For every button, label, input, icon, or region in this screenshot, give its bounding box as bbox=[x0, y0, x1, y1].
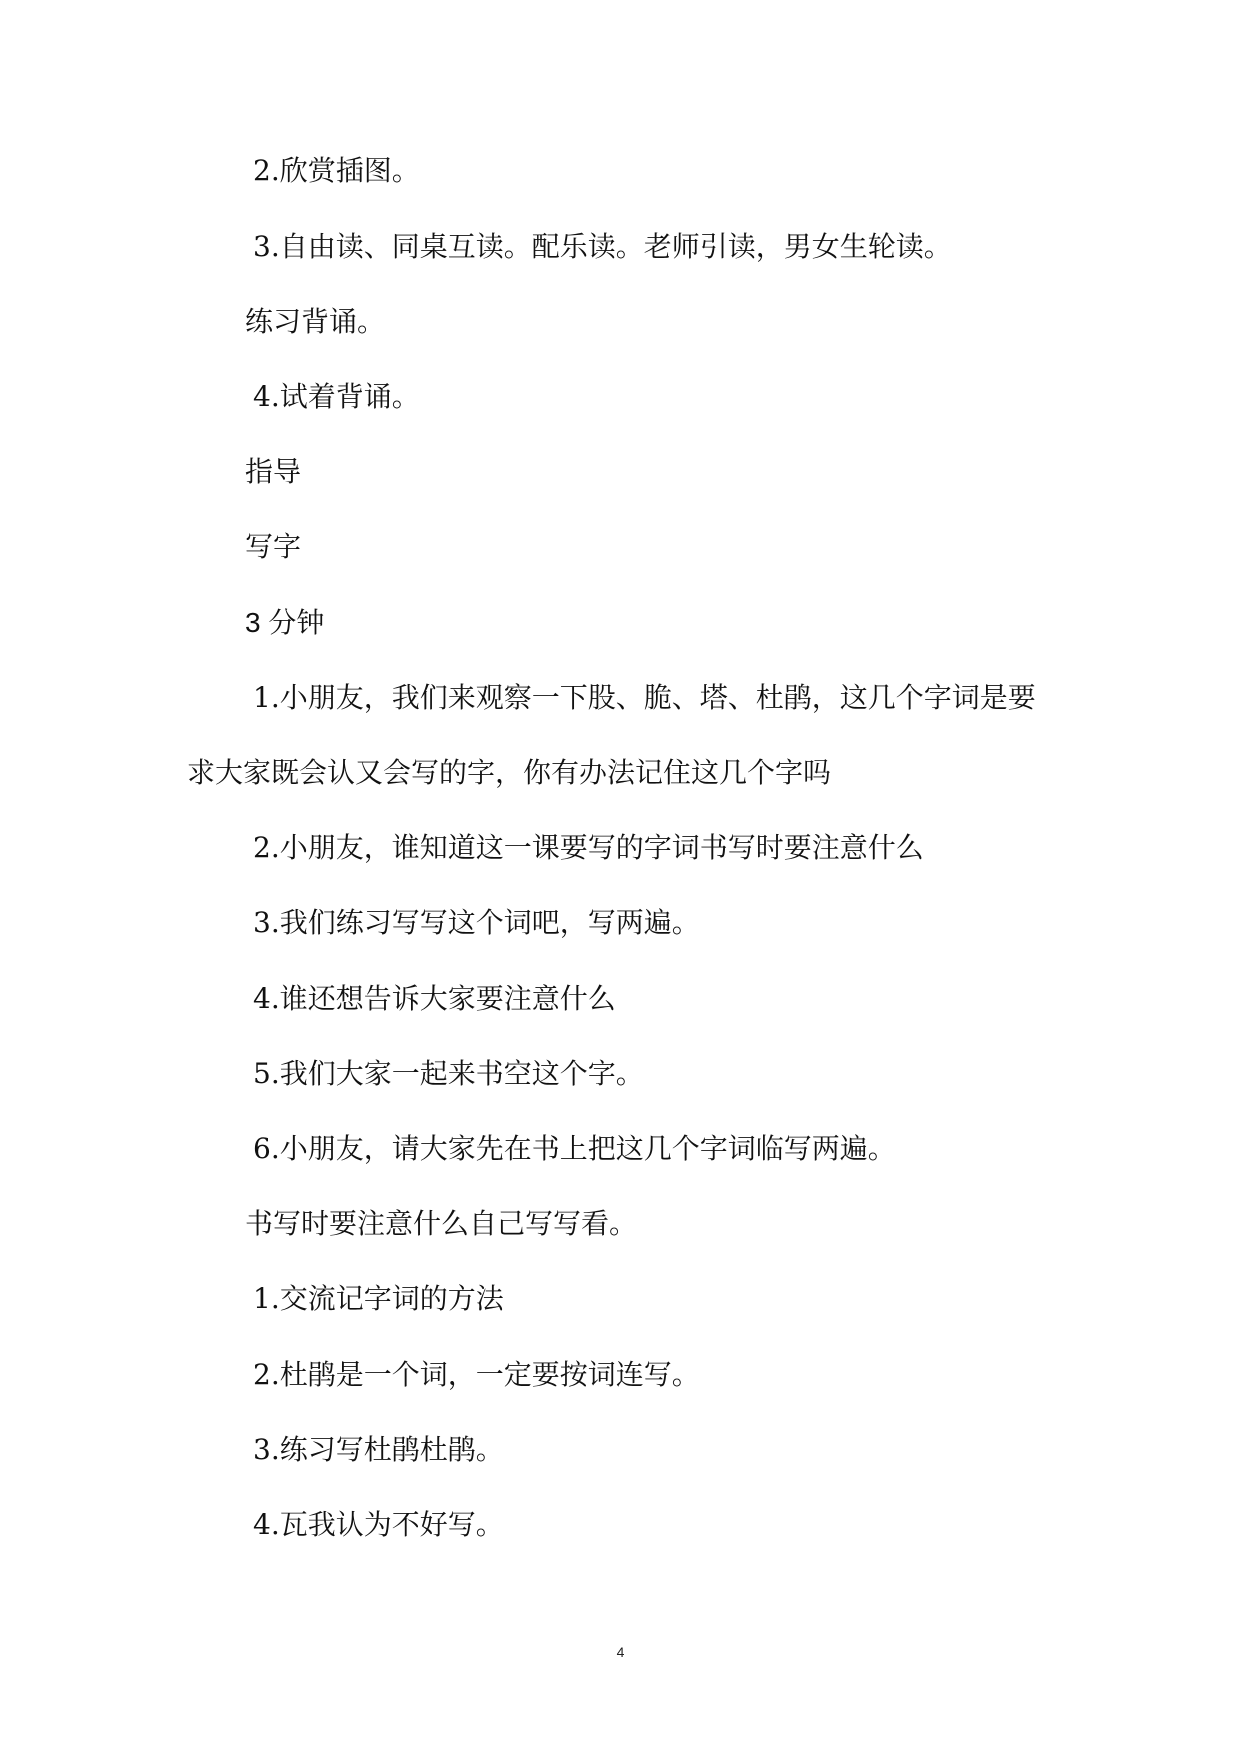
text-line: 求大家既会认又会写的字，你有办法记住这几个字吗 bbox=[187, 756, 832, 789]
text-line: 1.小朋友，我们来观察一下股、脆、塔、杜鹃，这几个字词是要 bbox=[253, 681, 1036, 714]
text-line: 1.交流记字词的方法 bbox=[253, 1282, 504, 1315]
text-line: 5.我们大家一起来书空这个字。 bbox=[253, 1057, 644, 1090]
text-line: 6.小朋友，请大家先在书上把这几个字词临写两遍。 bbox=[253, 1132, 896, 1165]
page-number: 4 bbox=[616, 1644, 625, 1660]
text-line: 3.自由读、同桌互读。配乐读。老师引读，男女生轮读。 bbox=[253, 230, 952, 263]
text-line: 3.练习写杜鹃杜鹃。 bbox=[253, 1433, 504, 1466]
text-line: 4.试着背诵。 bbox=[253, 380, 420, 413]
text-line: 3 分钟 bbox=[245, 607, 325, 638]
text-line: 写字 bbox=[245, 530, 302, 563]
text-line: 4.瓦我认为不好写。 bbox=[253, 1508, 504, 1541]
text-line: 2.欣赏插图。 bbox=[253, 154, 420, 187]
text-line: 2.小朋友，谁知道这一课要写的字词书写时要注意什么 bbox=[253, 831, 924, 864]
text-line: 练习背诵。 bbox=[245, 305, 386, 338]
text-line: 3.我们练习写写这个词吧，写两遍。 bbox=[253, 906, 700, 939]
text-line: 指导 bbox=[245, 455, 302, 488]
text-line: 2.杜鹃是一个词，一定要按词连写。 bbox=[253, 1358, 700, 1391]
text-line: 书写时要注意什么自己写写看。 bbox=[245, 1207, 638, 1240]
text-line: 4.谁还想告诉大家要注意什么 bbox=[253, 982, 616, 1015]
